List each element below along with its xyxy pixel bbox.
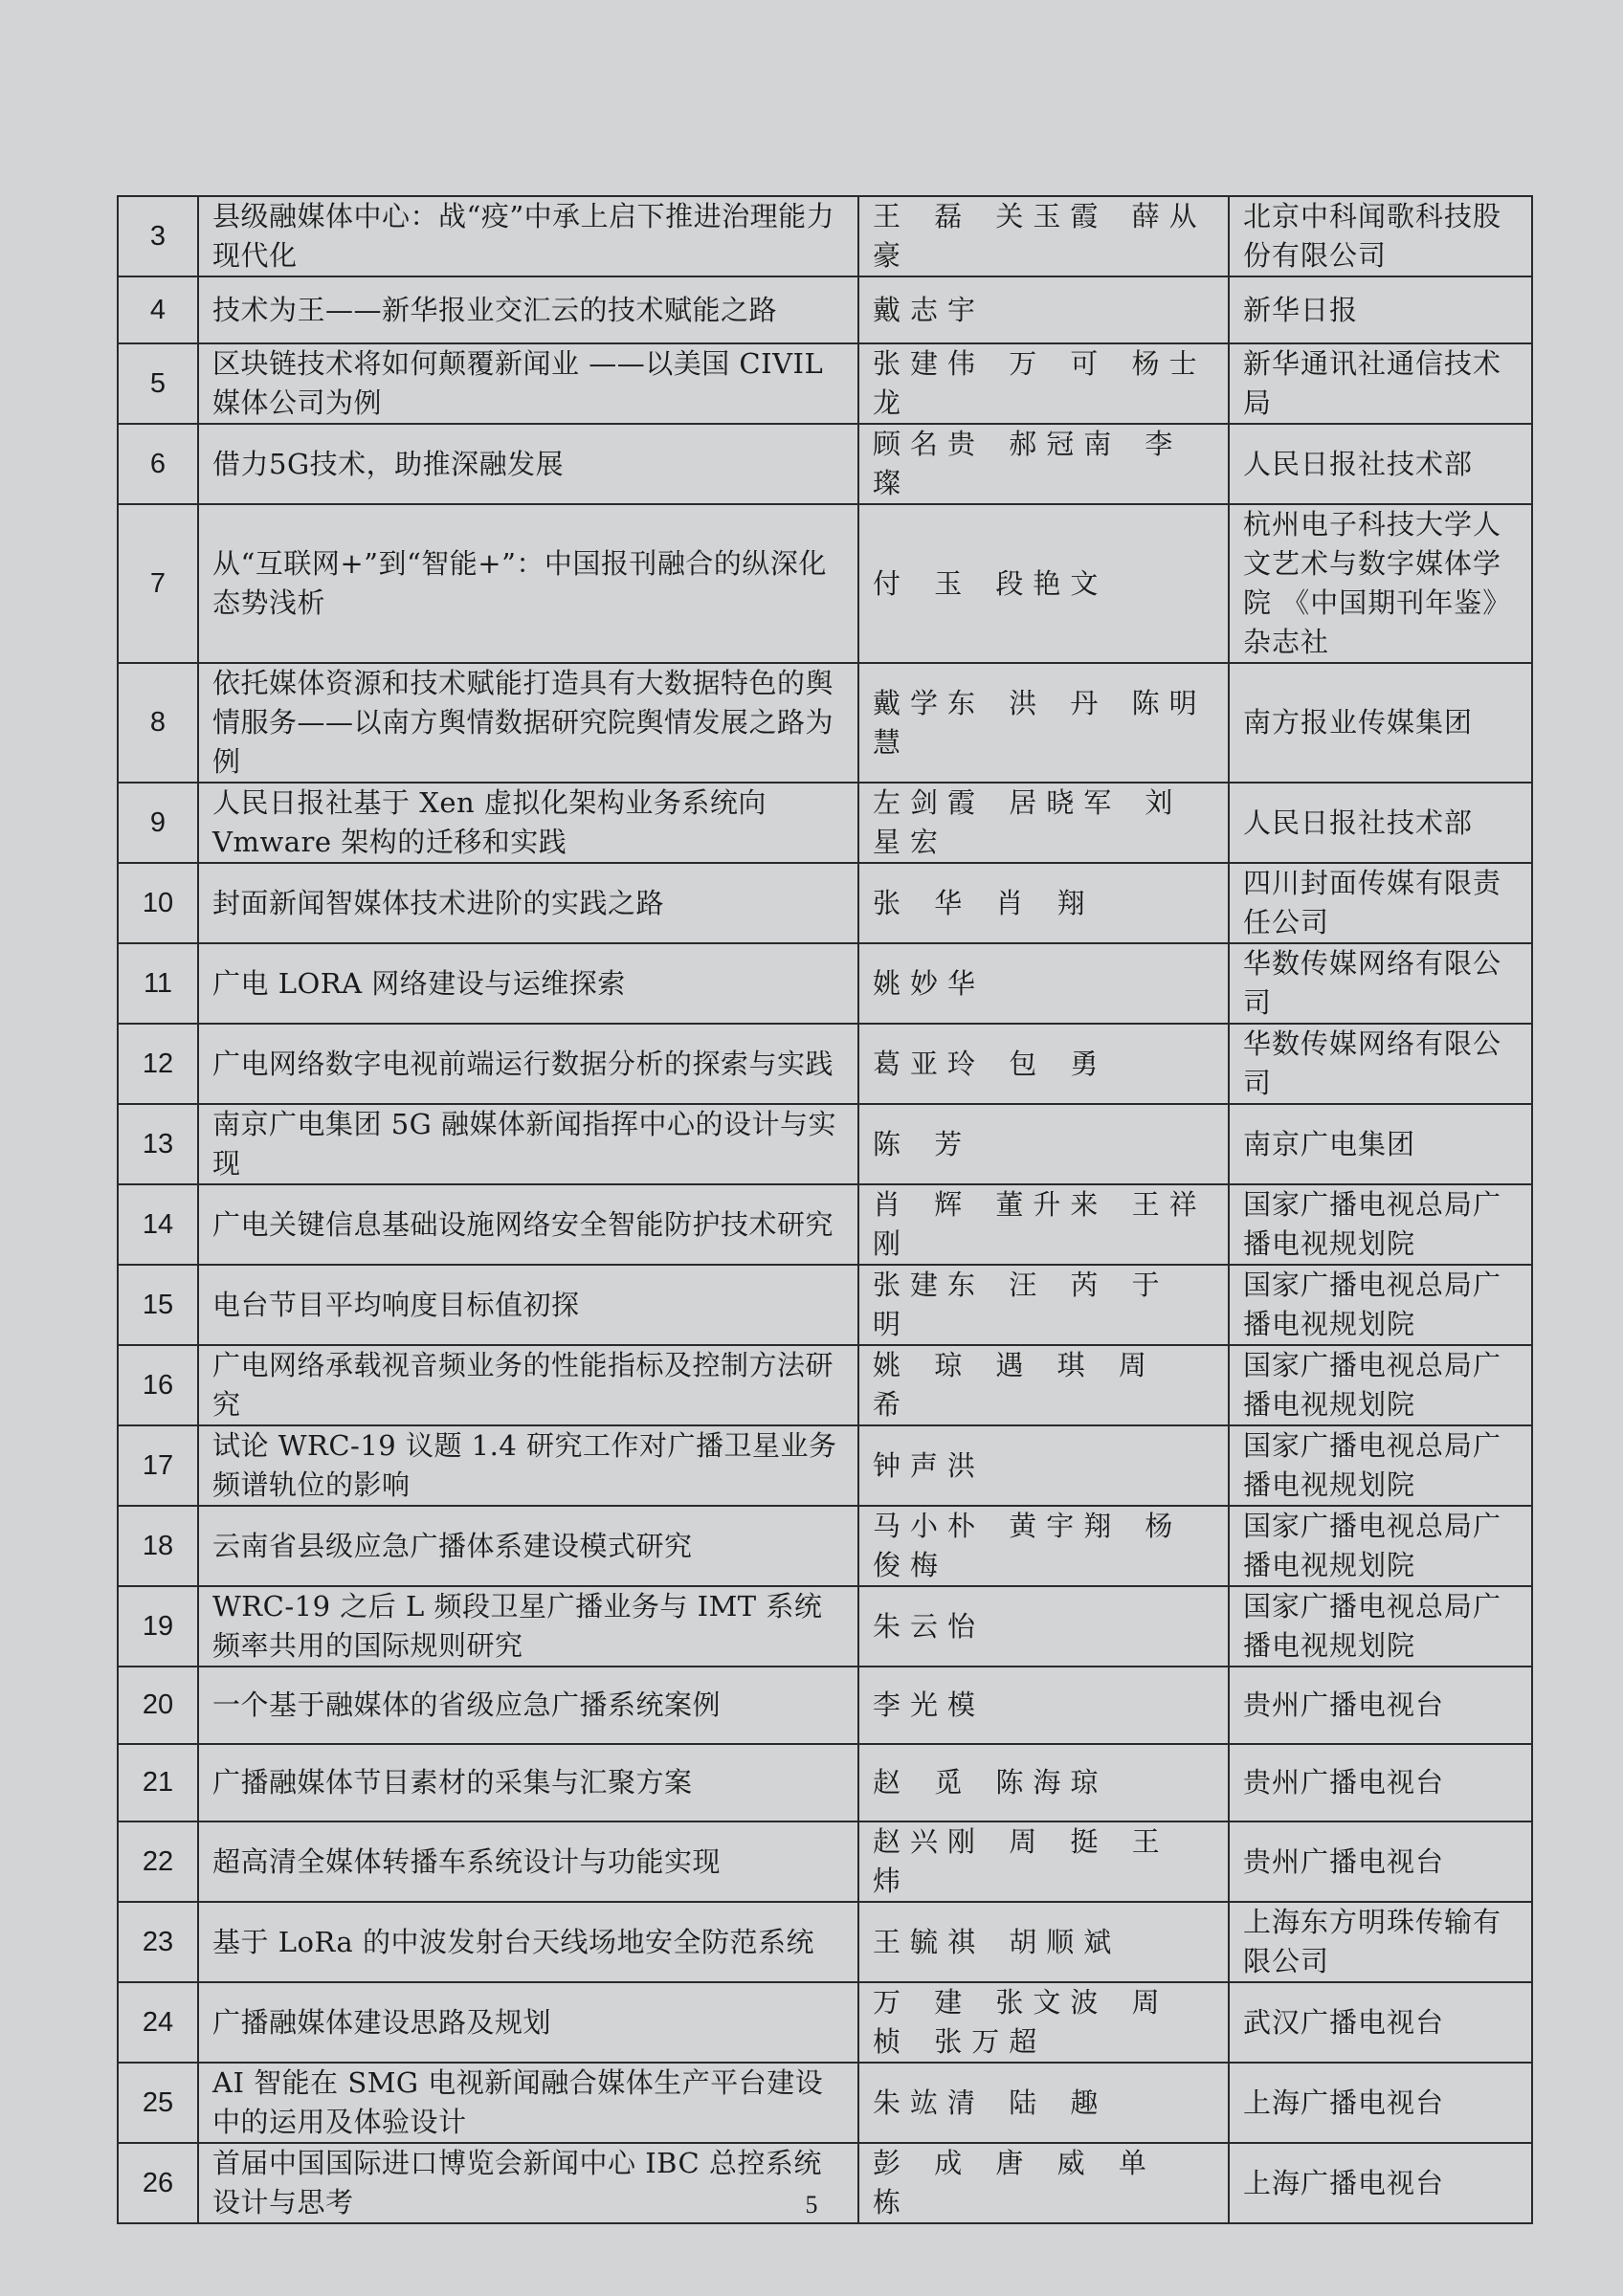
row-number: 8 (118, 663, 198, 783)
paper-organization: 贵州广播电视台 (1229, 1744, 1532, 1821)
paper-organization: 杭州电子科技大学人文艺术与数字媒体学院 《中国期刊年鉴》杂志社 (1229, 504, 1532, 663)
paper-title: 区块链技术将如何颠覆新闻业 ——以美国 CIVIL 媒体公司为例 (198, 343, 858, 424)
paper-authors: 万 建 张文波 周 桢 张万超 (858, 1982, 1229, 2063)
row-number: 24 (118, 1982, 198, 2063)
paper-authors: 张 华 肖 翔 (858, 863, 1229, 943)
paper-organization: 贵州广播电视台 (1229, 1667, 1532, 1744)
paper-organization: 华数传媒网络有限公司 (1229, 1024, 1532, 1104)
paper-organization: 华数传媒网络有限公司 (1229, 943, 1532, 1024)
row-number: 11 (118, 943, 198, 1024)
table-row (118, 1667, 1532, 1744)
paper-authors: 姚 琼 遇 琪 周 希 (858, 1345, 1229, 1425)
row-number: 3 (118, 196, 198, 276)
row-number: 20 (118, 1667, 198, 1744)
paper-authors: 钟声洪 (858, 1425, 1229, 1506)
paper-title: 试论 WRC-19 议题 1.4 研究工作对广播卫星业务频谱轨位的影响 (198, 1425, 858, 1506)
table-row (118, 663, 1532, 783)
paper-list-body (118, 196, 1532, 2223)
paper-organization: 人民日报社技术部 (1229, 783, 1532, 863)
paper-authors: 朱云怡 (858, 1586, 1229, 1667)
table-row (118, 1345, 1532, 1425)
row-number: 18 (118, 1506, 198, 1586)
row-number: 12 (118, 1024, 198, 1104)
row-number: 22 (118, 1821, 198, 1902)
table-row (118, 1982, 1532, 2063)
paper-authors: 张建伟 万 可 杨士龙 (858, 343, 1229, 424)
paper-title: 广播融媒体节目素材的采集与汇聚方案 (198, 1744, 858, 1821)
paper-organization: 贵州广播电视台 (1229, 1821, 1532, 1902)
paper-title: 技术为王——新华报业交汇云的技术赋能之路 (198, 276, 858, 343)
paper-authors: 朱竑清 陆 趣 (858, 2063, 1229, 2143)
row-number: 13 (118, 1104, 198, 1184)
paper-title: 广电网络数字电视前端运行数据分析的探索与实践 (198, 1024, 858, 1104)
row-number: 4 (118, 276, 198, 343)
paper-organization: 国家广播电视总局广播电视规划院 (1229, 1265, 1532, 1345)
paper-organization: 国家广播电视总局广播电视规划院 (1229, 1184, 1532, 1265)
row-number: 10 (118, 863, 198, 943)
row-number: 21 (118, 1744, 198, 1821)
paper-title: 云南省县级应急广播体系建设模式研究 (198, 1506, 858, 1586)
paper-title: 借力5G技术，助推深融发展 (198, 424, 858, 504)
table-row (118, 943, 1532, 1024)
table-row (118, 1902, 1532, 1982)
row-number: 19 (118, 1586, 198, 1667)
paper-organization: 国家广播电视总局广播电视规划院 (1229, 1586, 1532, 1667)
table-row (118, 1104, 1532, 1184)
paper-authors: 姚妙华 (858, 943, 1229, 1024)
paper-authors: 顾名贵 郝冠南 李 璨 (858, 424, 1229, 504)
paper-title: 从“互联网+”到“智能+”：中国报刊融合的纵深化态势浅析 (198, 504, 858, 663)
row-number: 9 (118, 783, 198, 863)
paper-authors: 左剑霞 居晓军 刘星宏 (858, 783, 1229, 863)
table-row (118, 1586, 1532, 1667)
paper-organization: 国家广播电视总局广播电视规划院 (1229, 1345, 1532, 1425)
paper-title: 基于 LoRa 的中波发射台天线场地安全防范系统 (198, 1902, 858, 1982)
paper-organization: 人民日报社技术部 (1229, 424, 1532, 504)
paper-title: 电台节目平均响度目标值初探 (198, 1265, 858, 1345)
row-number: 23 (118, 1902, 198, 1982)
row-number: 5 (118, 343, 198, 424)
paper-organization: 新华日报 (1229, 276, 1532, 343)
paper-organization: 上海东方明珠传输有限公司 (1229, 1902, 1532, 1982)
paper-authors: 王毓祺 胡顺斌 (858, 1902, 1229, 1982)
paper-title: 超高清全媒体转播车系统设计与功能实现 (198, 1821, 858, 1902)
table-row (118, 276, 1532, 343)
row-number: 7 (118, 504, 198, 663)
paper-organization: 四川封面传媒有限责任公司 (1229, 863, 1532, 943)
paper-authors: 彭 成 唐 威 单 栋 (858, 2143, 1229, 2223)
table-row (118, 424, 1532, 504)
table-row (118, 2063, 1532, 2143)
paper-title: 人民日报社基于 Xen 虚拟化架构业务系统向 Vmware 架构的迁移和实践 (198, 783, 858, 863)
paper-organization: 南京广电集团 (1229, 1104, 1532, 1184)
table-row (118, 1024, 1532, 1104)
paper-authors: 葛亚玲 包 勇 (858, 1024, 1229, 1104)
row-number: 16 (118, 1345, 198, 1425)
paper-authors: 张建东 汪 芮 于 明 (858, 1265, 1229, 1345)
paper-title: AI 智能在 SMG 电视新闻融合媒体生产平台建设中的运用及体验设计 (198, 2063, 858, 2143)
paper-title: 广播融媒体建设思路及规划 (198, 1982, 858, 2063)
table-row (118, 783, 1532, 863)
paper-title: 封面新闻智媒体技术进阶的实践之路 (198, 863, 858, 943)
paper-organization: 上海广播电视台 (1229, 2063, 1532, 2143)
row-number: 26 (118, 2143, 198, 2223)
paper-organization: 国家广播电视总局广播电视规划院 (1229, 1506, 1532, 1586)
table-row (118, 196, 1532, 276)
row-number: 17 (118, 1425, 198, 1506)
paper-title: 广电网络承载视音频业务的性能指标及控制方法研究 (198, 1345, 858, 1425)
paper-list-table (117, 195, 1533, 2224)
paper-authors: 戴志宇 (858, 276, 1229, 343)
paper-authors: 赵兴刚 周 挺 王 炜 (858, 1821, 1229, 1902)
table-row (118, 1821, 1532, 1902)
paper-authors: 肖 辉 董升来 王祥刚 (858, 1184, 1229, 1265)
paper-authors: 付 玉 段艳文 (858, 504, 1229, 663)
paper-authors: 戴学东 洪 丹 陈明慧 (858, 663, 1229, 783)
row-number: 25 (118, 2063, 198, 2143)
table-row (118, 504, 1532, 663)
paper-title: 首届中国国际进口博览会新闻中心 IBC 总控系统设计与思考 (198, 2143, 858, 2223)
paper-authors: 李光模 (858, 1667, 1229, 1744)
table-row (118, 1506, 1532, 1586)
paper-organization: 国家广播电视总局广播电视规划院 (1229, 1425, 1532, 1506)
paper-organization: 新华通讯社通信技术局 (1229, 343, 1532, 424)
paper-title: 广电关键信息基础设施网络安全智能防护技术研究 (198, 1184, 858, 1265)
row-number: 15 (118, 1265, 198, 1345)
paper-authors: 马小朴 黄宇翔 杨俊梅 (858, 1506, 1229, 1586)
table-row (118, 1744, 1532, 1821)
paper-organization: 上海广播电视台 (1229, 2143, 1532, 2223)
row-number: 14 (118, 1184, 198, 1265)
table-row (118, 1265, 1532, 1345)
table-row (118, 863, 1532, 943)
paper-organization: 南方报业传媒集团 (1229, 663, 1532, 783)
paper-organization: 北京中科闻歌科技股份有限公司 (1229, 196, 1532, 276)
page-number: 5 (805, 2191, 818, 2219)
paper-title: WRC-19 之后 L 频段卫星广播业务与 IMT 系统频率共用的国际规则研究 (198, 1586, 858, 1667)
paper-title: 广电 LORA 网络建设与运维探索 (198, 943, 858, 1024)
table-row (118, 343, 1532, 424)
paper-authors: 赵 觅 陈海琼 (858, 1744, 1229, 1821)
paper-organization: 武汉广播电视台 (1229, 1982, 1532, 2063)
paper-title: 依托媒体资源和技术赋能打造具有大数据特色的舆情服务——以南方舆情数据研究院舆情发展之路为例 (198, 663, 858, 783)
row-number: 6 (118, 424, 198, 504)
paper-title: 一个基于融媒体的省级应急广播系统案例 (198, 1667, 858, 1744)
table-row (118, 1184, 1532, 1265)
paper-title: 南京广电集团 5G 融媒体新闻指挥中心的设计与实现 (198, 1104, 858, 1184)
paper-title: 县级融媒体中心：战“疫”中承上启下推进治理能力现代化 (198, 196, 858, 276)
table-row (118, 1425, 1532, 1506)
paper-authors: 陈 芳 (858, 1104, 1229, 1184)
paper-authors: 王 磊 关玉霞 薛从豪 (858, 196, 1229, 276)
